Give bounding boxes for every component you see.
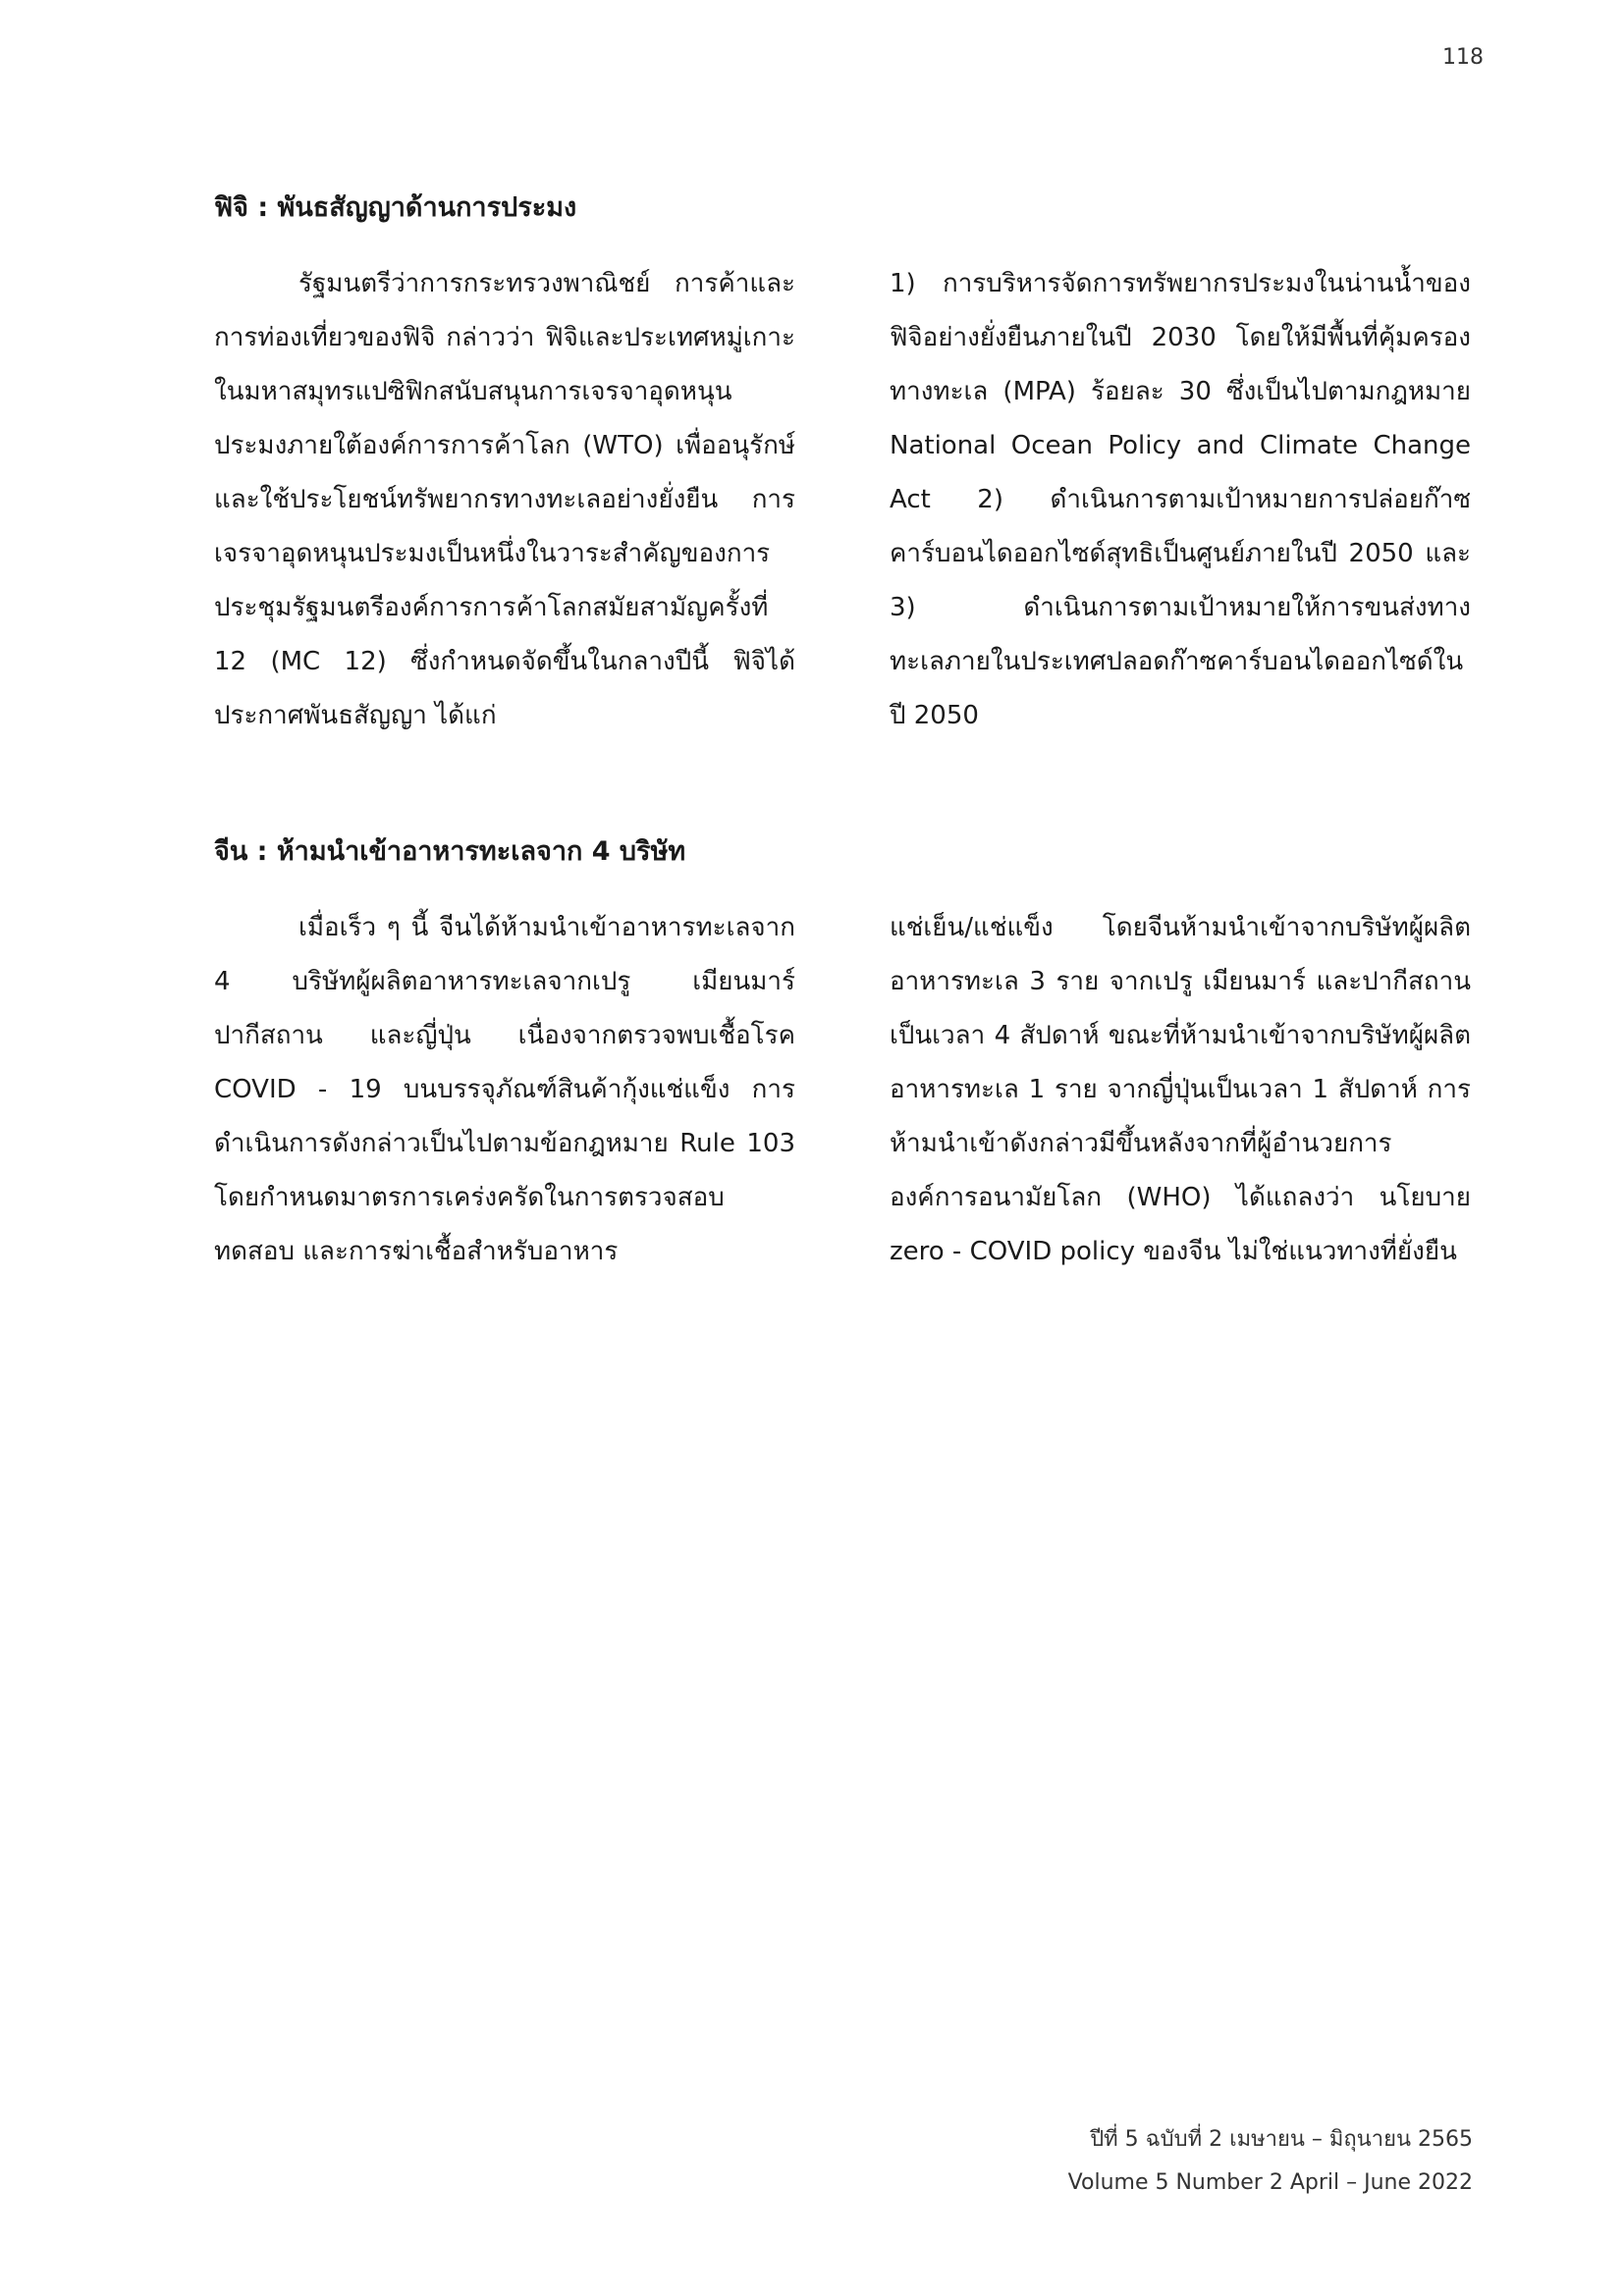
- right-column: [890, 257, 1471, 743]
- journal-footer: [1068, 2118, 1473, 2205]
- left-column: [214, 901, 795, 1279]
- footer-thai: ปีที่ 5 ฉบับที่ 2 เมษายน – มิถุนายน 2565: [1090, 2127, 1473, 2152]
- left-column: [214, 257, 795, 743]
- paragraph-china-left: เมื่อเร็ว ๆ นี้ จีนได้ห้ามนำเข้าอาหารทะเลจาก 4 บริษัทผู้ผลิตอาหารทะเลจากเปรู เมียนมาร์ ปากีสถาน และญี่ปุ่น เนื่องจากตรวจพบเชื้อโรค COVID - 19 บนบรรจุภัณฑ์สินค้ากุ้งแช่แข็ง การดำเนินการดังกล่าวเป็นไปตามข้อกฎหมาย Rule 103 โดยกำหนดมาตรการเคร่งครัดในการตรวจสอบ ทดสอบ และการฆ่าเชื้อสำหรับอาหาร: [214, 913, 795, 1266]
- section-china: [214, 832, 1471, 1279]
- paragraph-fiji-right: 1) การบริหารจัดการทรัพยากรประมงในน่านน้ำของฟิจิอย่างยั่งยืนภายในปี 2030 โดยให้มีพื้นที่คุ้มครองทางทะเล (MPA) ร้อยละ 30 ซึ่งเป็นไปตามกฎหมาย National Ocean Policy and Climate Change Act 2) ดำเนินการตามเป้าหมายการปล่อยก๊าซคาร์บอนไดออกไซด์สุทธิเป็นศูนย์ภายในปี 2050 และ 3) ดำเนินการตามเป้าหมายให้การขนส่งทางทะเลภายในประเทศปลอดก๊าซคาร์บอนไดออกไซด์ในปี 2050: [890, 269, 1471, 730]
- page-number: 118: [1442, 45, 1484, 70]
- two-column-body: [214, 257, 1471, 743]
- footer-english: Volume 5 Number 2 April – June 2022: [1067, 2170, 1473, 2195]
- right-column: [890, 901, 1471, 1279]
- two-column-body: [214, 901, 1471, 1279]
- section-heading-china: จีน : ห้ามนำเข้าอาหารทะเลจาก 4 บริษัท: [214, 836, 686, 867]
- section-heading-fiji: ฟิจิ : พันธสัญญาด้านการประมง: [214, 192, 577, 223]
- section-fiji: [214, 188, 1471, 743]
- paragraph-china-right: แช่เย็น/แช่แข็ง โดยจีนห้ามนำเข้าจากบริษัทผู้ผลิตอาหารทะเล 3 ราย จากเปรู เมียนมาร์ และปากีสถานเป็นเวลา 4 สัปดาห์ ขณะที่ห้ามนำเข้าจากบริษัทผู้ผลิตอาหารทะเล 1 ราย จากญี่ปุ่นเป็นเวลา 1 สัปดาห์ การห้ามนำเข้าดังกล่าวมีขึ้นหลังจากที่ผู้อำนวยการองค์การอนามัยโลก (WHO) ได้แถลงว่า นโยบาย zero - COVID policy ของจีน ไม่ใช่แนวทางที่ยั่งยืน: [890, 913, 1471, 1266]
- paragraph-fiji-left: รัฐมนตรีว่าการกระทรวงพาณิชย์ การค้าและการท่องเที่ยวของฟิจิ กล่าวว่า ฟิจิและประเทศหมู่เกาะในมหาสมุทรแปซิฟิกสนับสนุนการเจรจาอุดหนุนประมงภายใต้องค์การการค้าโลก (WTO) เพื่ออนุรักษ์และใช้ประโยชน์ทรัพยากรทางทะเลอย่างยั่งยืน การเจรจาอุดหนุนประมงเป็นหนึ่งในวาระสำคัญของการประชุมรัฐมนตรีองค์การการค้าโลกสมัยสามัญครั้งที่ 12 (MC 12) ซึ่งกำหนดจัดขึ้นในกลางปีนี้ ฟิจิได้ประกาศพันธสัญญา ได้แก่: [214, 269, 795, 730]
